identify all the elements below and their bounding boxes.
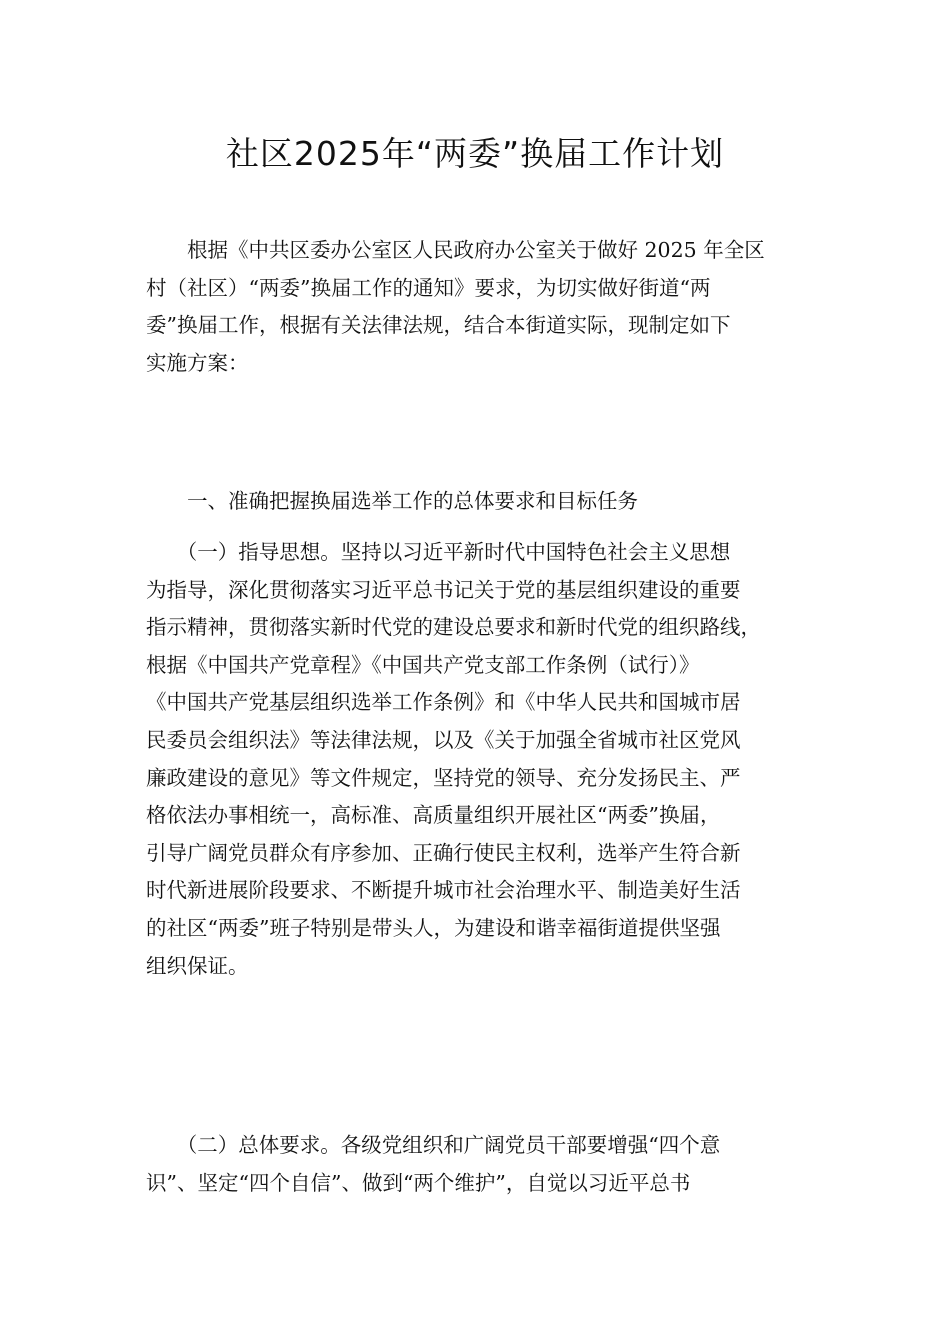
text-line: （二）总体要求。各级党组织和广阔党员干部要增强“四个意 <box>146 1133 721 1157</box>
section-heading <box>146 483 826 521</box>
text-line: 实施方案： <box>146 350 249 375</box>
text-line: 《中国共产党基层组织选举工作条例》和《中华人民共和国城市居 <box>146 690 741 715</box>
text-line: 格依法办事相统一，高标准、高质量组织开展社区“两委”换届， <box>146 803 721 828</box>
text-line: 廉政建设的意见》等文件规定，坚持党的领导、充分发扬民主、严 <box>146 765 741 790</box>
text-line: 组织保证。 <box>146 953 249 978</box>
text-line: 为指导，深化贯彻落实习近平总书记关于党的基层组织建设的重要 <box>146 577 741 602</box>
text-line: 民委员会组织法》等法律法规，以及《关于加强全省城市社区党风 <box>146 727 741 752</box>
text-line: 的社区“两委”班子特别是带头人，为建设和谐幸福街道提供坚强 <box>146 915 721 940</box>
text-line: 根据《中共区委办公室区人民政府办公室关于做好 2025 年全区 <box>146 238 765 262</box>
text-line: 指示精神，贯彻落实新时代党的建设总要求和新时代党的组织路线， <box>146 615 761 640</box>
text-line: （一）指导思想。坚持以习近平新时代中国特色社会主义思想 <box>146 540 731 564</box>
text-line: 根据《中国共产党章程》《中国共产党支部工作条例（试行）》 <box>146 652 700 677</box>
general-requirements-paragraph <box>146 1127 826 1202</box>
document-title: 社区2025年“两委”换届工作计划 <box>225 134 725 173</box>
text-line: 识”、坚定“四个自信”、做到“两个维护”，自觉以习近平总书 <box>146 1170 691 1195</box>
guiding-thought-paragraph <box>146 534 826 985</box>
text-line: 委”换届工作，根据有关法律法规，结合本街道实际，现制定如下 <box>146 313 731 338</box>
text-line: 时代新进展阶段要求、不断提升城市社会治理水平、制造美好生活 <box>146 878 741 903</box>
intro-paragraph <box>146 232 826 382</box>
section-heading-text: 一、准确把握换届选举工作的总体要求和目标任务 <box>146 489 638 513</box>
text-line: 引导广阔党员群众有序参加、正确行使民主权利，选举产生符合新 <box>146 840 741 865</box>
text-line: 村（社区）“两委”换届工作的通知》要求，为切实做好街道“两 <box>146 275 711 300</box>
